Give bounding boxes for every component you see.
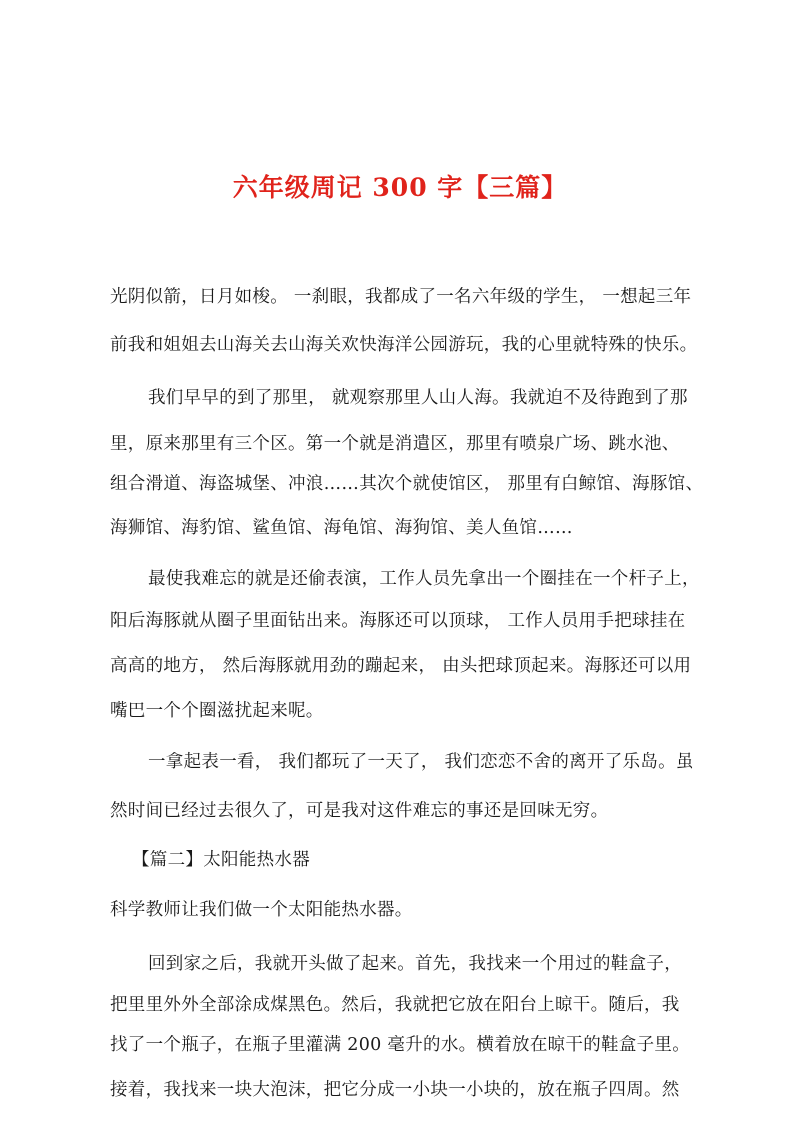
document-title: 六年级周记 300 字【三篇】 <box>232 173 568 202</box>
text-line: 阳后海豚就从圈子里面钻出来。海豚还可以顶球， 工作人员用手把球挂在 <box>110 611 686 631</box>
text-line: 海狮馆、海豹馆、鲨鱼馆、海龟馆、海狗馆、美人鱼馆…… <box>110 518 573 538</box>
text-line: 然时间已经过去很久了，可是我对这件难忘的事还是回味无穷。 <box>110 801 609 821</box>
text-line: 里，原来那里有三个区。第一个就是消遣区，那里有喷泉广场、跳水池、 <box>110 434 680 454</box>
text-line: 回到家之后，我就开头做了起来。首先，我找来一个用过的鞋盒子， <box>148 954 682 974</box>
text-line: 找了一个瓶子，在瓶子里灌满 200 毫升的水。横着放在晾干的鞋盒子里。 <box>110 1035 691 1055</box>
text-line: 高高的地方， 然后海豚就用劲的蹦起来， 由头把球顶起来。海豚还可以用 <box>110 656 692 676</box>
text-line: 组合滑道、海盗城堡、冲浪……其次个就使馆区， 那里有白鲸馆、海豚馆、 <box>110 474 704 494</box>
text-line: 光阴似箭，日月如梭。 一刹眼，我都成了一名六年级的学生， 一想起三年 <box>110 287 692 307</box>
text-line: 接着，我找来一块大泡沫，把它分成一小块一小块的，放在瓶子四周。然 <box>110 1080 680 1100</box>
text-line: 最使我难忘的就是还偷表演，工作人员先拿出一个圈挂在一个杆子上， <box>148 569 700 589</box>
text-line: 一拿起表一看， 我们都玩了一天了， 我们恋恋不舍的离开了乐岛。虽 <box>148 752 694 772</box>
text-line: 嘴巴一个个圈滋扰起来呢。 <box>110 701 324 721</box>
text-line: 前我和姐姐去山海关去山海关欢快海洋公园游玩，我的心里就特殊的快乐。 <box>110 335 698 355</box>
text-line: 我们早早的到了那里， 就观察那里人山人海。我就迫不及待跑到了那 <box>148 388 688 408</box>
text-line: 把里里外外全部涂成煤黑色。然后，我就把它放在阳台上晾干。随后，我 <box>110 995 680 1015</box>
text-line: 科学教师让我们做一个太阳能热水器。 <box>110 900 413 920</box>
section-heading: 【篇二】太阳能热水器 <box>132 850 310 870</box>
